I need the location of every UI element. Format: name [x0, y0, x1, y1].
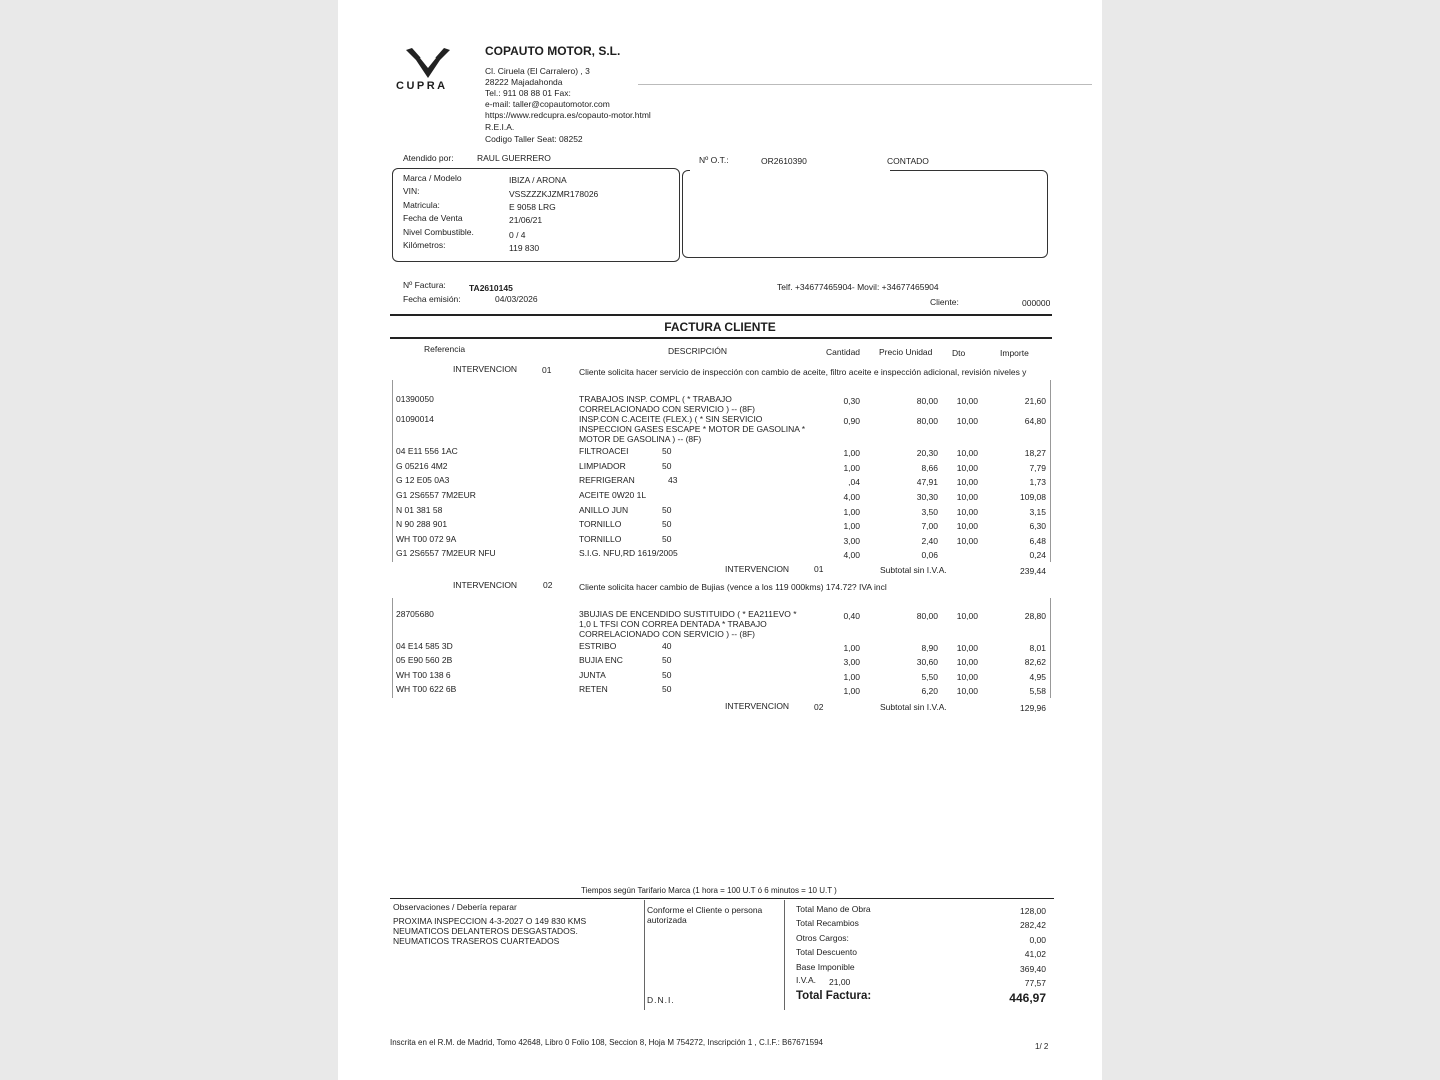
line-quantity-code: 50	[662, 446, 672, 456]
ot-value: OR2610390	[761, 156, 807, 166]
line-reference: WH T00 138 6	[396, 670, 451, 680]
line-precio: 8,66	[921, 463, 938, 473]
line-dto: 10,00	[956, 463, 978, 473]
line-precio: 30,60	[916, 657, 938, 667]
line-precio: 5,50	[921, 672, 938, 682]
intervention-label: INTERVENCION	[453, 580, 518, 590]
line-precio: 80,00	[916, 611, 938, 621]
mano-obra-value: 128,00	[1020, 906, 1046, 916]
line-dto: 10,00	[956, 672, 978, 682]
left-table-rule	[392, 380, 393, 562]
cliente-value: 000000	[1022, 298, 1051, 308]
line-dto: 10,00	[956, 521, 978, 531]
customer-phone: Telf. +34677465904- Movil: +34677465904	[777, 282, 939, 292]
iva-label: I.V.A.	[796, 975, 817, 985]
line-dto: 10,00	[956, 396, 978, 406]
venta-value: 21/06/21	[509, 215, 543, 225]
emision-value: 04/03/2026	[495, 294, 538, 304]
line-cantidad: 1,00	[843, 686, 860, 696]
line-description-continued: 1,0 L TFSI CON CORREA DENTADA * TRABAJO	[579, 619, 767, 629]
total-factura-label: Total Factura:	[796, 990, 872, 1002]
km-value: 119 830	[509, 243, 540, 253]
line-importe: 109,08	[1020, 492, 1046, 502]
line-cantidad: 1,00	[843, 643, 860, 653]
line-description: ESTRIBO	[579, 641, 617, 651]
right-table-rule	[1050, 598, 1051, 698]
line-dto: 10,00	[956, 536, 978, 546]
conforme-line-2: autorizada	[647, 915, 687, 925]
line-quantity-code: 50	[662, 655, 672, 665]
customer-redaction	[690, 168, 890, 252]
combustible-label: Nivel Combustible.	[403, 227, 474, 237]
title-bottom-rule	[390, 337, 1052, 339]
line-precio: 80,00	[916, 396, 938, 406]
line-description: REFRIGERAN	[579, 475, 635, 485]
company-web: https://www.redcupra.es/copauto-motor.html	[485, 110, 651, 120]
title-top-rule	[390, 314, 1052, 316]
subtotal-intervention-label: INTERVENCION	[725, 701, 790, 711]
bottom-rule	[390, 898, 1054, 899]
line-importe: 7,79	[1029, 463, 1046, 473]
cliente-label: Cliente:	[930, 297, 959, 307]
matricula-label: Matricula:	[403, 200, 440, 210]
line-importe: 6,48	[1029, 536, 1046, 546]
line-dto: 10,00	[956, 507, 978, 517]
atendido-value: RAUL GUERRERO	[477, 153, 551, 163]
brand-wordmark: CUPRA	[396, 80, 448, 92]
line-quantity-code: 50	[662, 519, 672, 529]
line-cantidad: 0,40	[843, 611, 860, 621]
observaciones-line-2: NEUMATICOS DELANTEROS DESGASTADOS.	[393, 926, 578, 936]
subtotal-label: Subtotal sin I.V.A.	[880, 702, 947, 712]
line-precio: 80,00	[916, 416, 938, 426]
company-taller: Codigo Taller Seat: 08252	[485, 134, 583, 144]
line-description: FILTROACEI	[579, 446, 629, 456]
line-quantity-code: 50	[662, 670, 672, 680]
line-description: S.I.G. NFU,RD 1619/2005	[579, 548, 678, 558]
line-description-continued: MOTOR DE GASOLINA ) -- (8F)	[579, 434, 702, 444]
line-dto: 10,00	[956, 643, 978, 653]
line-description: JUNTA	[579, 670, 606, 680]
subtotal-value: 239,44	[1020, 566, 1046, 576]
line-reference: WH T00 072 9A	[396, 534, 457, 544]
observaciones-line-3: NEUMATICOS TRASEROS CUARTEADOS	[393, 936, 560, 946]
line-quantity-code: 50	[662, 684, 672, 694]
factura-label: Nº Factura:	[403, 280, 446, 290]
header-rule	[638, 84, 1092, 85]
line-quantity-code: 50	[662, 461, 672, 471]
company-address: Cl. Ciruela (El Carralero) , 3	[485, 66, 590, 76]
company-city: 28222 Majadahonda	[485, 77, 563, 87]
line-description: INSP.CON C.ACEITE (FLEX.) ( * SIN SERVICIO	[579, 414, 763, 424]
line-reference: WH T00 622 6B	[396, 684, 457, 694]
company-reia: R.E.I.A.	[485, 122, 515, 132]
line-quantity-code: 50	[662, 505, 672, 515]
intervention-number: 02	[543, 580, 553, 590]
line-importe: 3,15	[1029, 507, 1046, 517]
matricula-value: E 9058 LRG	[509, 202, 556, 212]
dni-label: D.N.I.	[647, 995, 675, 1005]
line-precio: 30,30	[916, 492, 938, 502]
col-descripcion: DESCRIPCIÓN	[668, 346, 728, 356]
line-reference: 05 E90 560 2B	[396, 655, 453, 665]
line-cantidad: 3,00	[843, 657, 860, 667]
base-label: Base Imponible	[796, 962, 855, 972]
line-importe: 18,27	[1024, 448, 1046, 458]
subtotal-label: Subtotal sin I.V.A.	[880, 565, 947, 575]
registro-mercantil: Inscrita en el R.M. de Madrid, Tomo 42648, Libro 0 Folio 108, Seccion 8, Hoja M 754272, Inscripción 1 , C.I.F.: B67671594	[390, 1038, 823, 1047]
line-dto: 10,00	[956, 611, 978, 621]
combustible-value: 0 / 4	[509, 230, 526, 240]
vin-value: VSSZZZKJZMR178026	[509, 189, 599, 199]
intervention-description: Cliente solicita hacer cambio de Bujias (vence a los 119 000kms) 174.72? IVA incl	[579, 582, 887, 592]
line-cantidad: 1,00	[843, 672, 860, 682]
conforme-line-1: Conforme el Cliente o persona	[647, 905, 763, 915]
subtotal-value: 129,96	[1020, 703, 1046, 713]
subtotal-intervention-number: 02	[814, 702, 824, 712]
line-cantidad: 1,00	[843, 463, 860, 473]
descuento-label: Total Descuento	[796, 947, 857, 957]
intervention-number: 01	[542, 365, 552, 375]
descuento-value: 41,02	[1024, 949, 1046, 959]
line-reference: 28705680	[396, 609, 434, 619]
right-table-rule	[1050, 380, 1051, 562]
line-quantity-code: 43	[668, 475, 678, 485]
otros-label: Otros Cargos:	[796, 933, 849, 943]
atendido-label: Atendido por:	[403, 153, 454, 163]
line-dto: 10,00	[956, 657, 978, 667]
payment-type: CONTADO	[887, 156, 929, 166]
company-name: COPAUTO MOTOR, S.L.	[485, 44, 621, 58]
line-description: ACEITE 0W20 1L	[579, 490, 647, 500]
subtotal-intervention-label: INTERVENCION	[725, 564, 790, 574]
line-description-continued: CORRELACIONADO CON SERVICIO ) -- (8F)	[579, 629, 755, 639]
line-dto: 10,00	[956, 492, 978, 502]
otros-value: 0,00	[1029, 935, 1046, 945]
invoice-title: FACTURA CLIENTE	[664, 320, 776, 334]
col-precio: Precio Unidad	[879, 347, 933, 357]
iva-percent: 21,00	[829, 977, 851, 987]
line-description-continued: INSPECCION GASES ESCAPE * MOTOR DE GASOLINA *	[579, 424, 806, 434]
mano-obra-label: Total Mano de Obra	[796, 904, 871, 914]
company-email: e-mail: taller@copautomotor.com	[485, 99, 610, 109]
marca-label: Marca / Modelo	[403, 173, 462, 183]
line-cantidad: 0,90	[843, 416, 860, 426]
col-importe: Importe	[1000, 348, 1029, 358]
line-importe: 82,62	[1024, 657, 1046, 667]
left-table-rule	[392, 598, 393, 698]
line-quantity-code: 40	[662, 641, 672, 651]
obs-divider	[644, 900, 645, 1010]
line-cantidad: 0,30	[843, 396, 860, 406]
line-importe: 6,30	[1029, 521, 1046, 531]
col-referencia: Referencia	[424, 344, 466, 354]
recambios-value: 282,42	[1020, 920, 1046, 930]
line-description-continued: CORRELACIONADO CON SERVICIO ) -- (8F)	[579, 404, 755, 414]
km-label: Kilómetros:	[403, 240, 446, 250]
line-description: BUJIA ENC	[579, 655, 623, 665]
total-factura-value: 446,97	[1009, 991, 1046, 1005]
line-reference: 04 E11 556 1AC	[396, 446, 458, 456]
line-importe: 8,01	[1029, 643, 1046, 653]
line-reference: 01390050	[396, 394, 434, 404]
venta-label: Fecha de Venta	[403, 213, 463, 223]
line-importe: 1,73	[1029, 477, 1046, 487]
line-cantidad: 1,00	[843, 521, 860, 531]
line-dto: 10,00	[956, 416, 978, 426]
subtotal-intervention-number: 01	[814, 564, 824, 574]
line-importe: 4,95	[1029, 672, 1046, 682]
line-cantidad: 1,00	[843, 448, 860, 458]
line-description: LIMPIADOR	[579, 461, 626, 471]
conforme-divider	[784, 900, 785, 1010]
observaciones-line-1: PROXIMA INSPECCION 4-3-2027 O 149 830 KMS	[393, 916, 587, 926]
line-description: TRABAJOS INSP. COMPL ( * TRABAJO	[579, 394, 732, 404]
col-dto: Dto	[952, 348, 966, 358]
line-dto: 10,00	[956, 448, 978, 458]
line-reference: 04 E14 585 3D	[396, 641, 453, 651]
page-number: 1/ 2	[1035, 1042, 1049, 1051]
line-reference: G 12 E05 0A3	[396, 475, 450, 485]
line-precio: 0,06	[921, 550, 938, 560]
line-description: RETEN	[579, 684, 608, 694]
line-importe: 28,80	[1024, 611, 1046, 621]
line-description: TORNILLO	[579, 534, 622, 544]
line-precio: 7,00	[921, 521, 938, 531]
line-quantity-code: 50	[662, 534, 672, 544]
line-dto: 10,00	[956, 686, 978, 696]
line-dto: 10,00	[956, 477, 978, 487]
emision-label: Fecha emisión:	[403, 294, 461, 304]
line-cantidad: 4,00	[843, 550, 860, 560]
line-importe: 5,58	[1029, 686, 1046, 696]
cupra-logo	[394, 44, 464, 96]
observaciones-label: Observaciones / Debería reparar	[393, 902, 517, 912]
line-cantidad: ,04	[848, 477, 860, 487]
line-importe: 0,24	[1029, 550, 1046, 560]
marca-value: IBIZA / ARONA	[509, 175, 567, 185]
invoice-page	[338, 0, 1102, 1080]
intervention-label: INTERVENCION	[453, 364, 518, 374]
line-reference: N 90 288 901	[396, 519, 448, 529]
line-reference: G1 2S6557 7M2EUR	[396, 490, 476, 500]
intervention-description: Cliente solicita hacer servicio de inspección con cambio de aceite, filtro aceite e inspección adicional, revisión niveles y	[579, 367, 1027, 377]
line-description: 3BUJIAS DE ENCENDIDO SUSTITUIDO ( * EA211EVO *	[579, 609, 797, 619]
base-value: 369,40	[1020, 964, 1046, 974]
line-precio: 2,40	[921, 536, 938, 546]
factura-value: TA2610145	[469, 283, 513, 293]
tiempos-note: Tiempos según Tarifario Marca (1 hora = 100 U.T ó 6 minutos = 10 U.T )	[581, 886, 837, 895]
line-precio: 3,50	[921, 507, 938, 517]
recambios-label: Total Recambios	[796, 918, 859, 928]
line-precio: 6,20	[921, 686, 938, 696]
line-cantidad: 3,00	[843, 536, 860, 546]
ot-label: Nº O.T.:	[699, 155, 729, 165]
vin-label: VIN:	[403, 186, 420, 196]
line-precio: 47,91	[916, 477, 938, 487]
company-phone: Tel.: 911 08 88 01 Fax:	[485, 88, 571, 98]
line-description: TORNILLO	[579, 519, 622, 529]
col-cantidad: Cantidad	[826, 347, 861, 357]
line-cantidad: 1,00	[843, 507, 860, 517]
line-reference: G 05216 4M2	[396, 461, 448, 471]
line-reference: N 01 381 58	[396, 505, 443, 515]
line-precio: 20,30	[916, 448, 938, 458]
iva-value: 77,57	[1024, 978, 1046, 988]
line-description: ANILLO JUN	[579, 505, 629, 515]
line-reference: 01090014	[396, 414, 434, 424]
line-importe: 64,80	[1024, 416, 1046, 426]
line-precio: 8,90	[921, 643, 938, 653]
line-importe: 21,60	[1024, 396, 1046, 406]
line-cantidad: 4,00	[843, 492, 860, 502]
line-reference: G1 2S6557 7M2EUR NFU	[396, 548, 496, 558]
